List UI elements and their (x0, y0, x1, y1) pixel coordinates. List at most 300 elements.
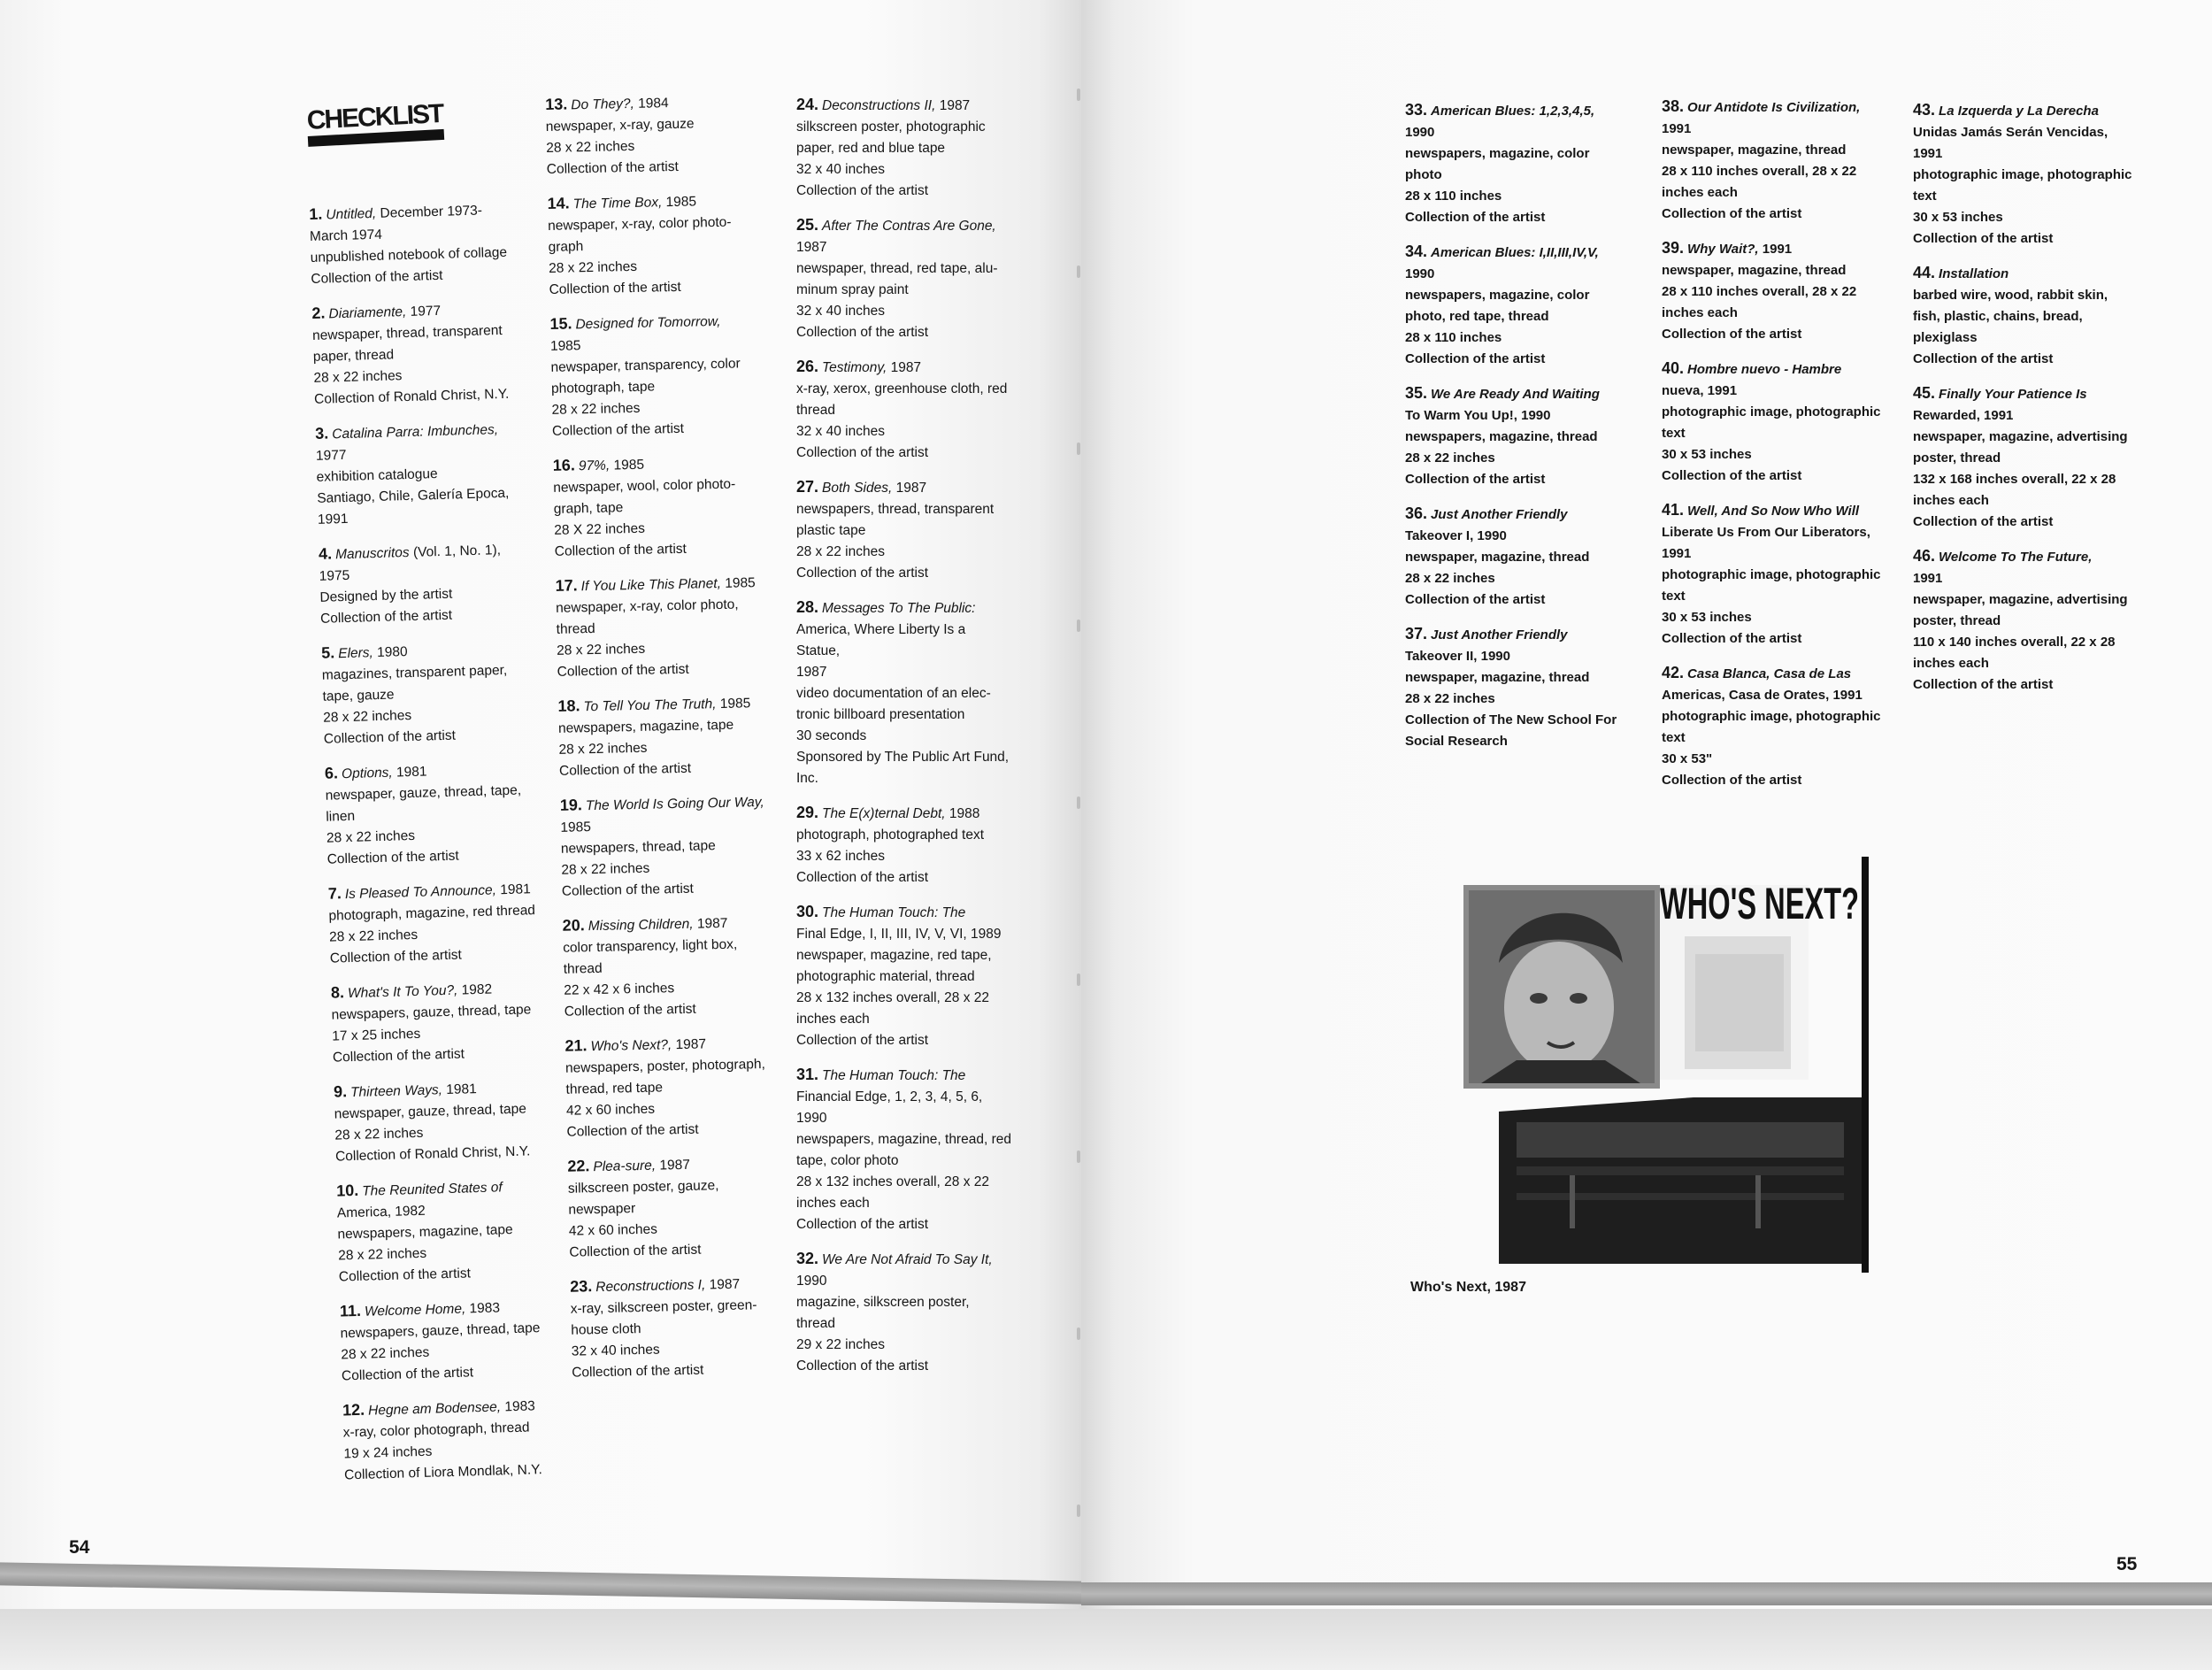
page-number-right: 55 (2116, 1554, 2138, 1574)
checklist-entry (549, 308, 791, 443)
entry-detail-line: text (1662, 426, 1686, 441)
entry-detail-line: 28 x 22 inches (558, 740, 648, 758)
entry-detail-line: 132 x 168 inches overall, 22 x 28 (1913, 472, 2116, 487)
entry-number: 26. (796, 358, 819, 375)
entry-year: (Vol. 1, No. 1), (409, 543, 502, 560)
checklist-entry (331, 975, 572, 1069)
entry-detail-line: Santiago, Chile, Galería Epoca, (317, 485, 510, 506)
entry-detail-line: 1990 (1405, 266, 1435, 281)
entry-detail-line: nueva, 1991 (1662, 383, 1738, 398)
entry-detail-line: newspaper, x-ray, gauze (545, 116, 695, 135)
entry-year: 1983 (500, 1398, 536, 1415)
entry-detail-line: newspaper, gauze, thread, tape (334, 1101, 527, 1122)
entry-detail-line: To Warm You Up!, 1990 (1405, 408, 1551, 423)
entry-detail-line: Collection of the artist (1405, 351, 1546, 366)
entry-detail-line: Designed by the artist (319, 586, 453, 605)
entry-heading (1662, 358, 1909, 381)
entry-number: 22. (567, 1157, 590, 1175)
entry-detail-line: Collection of the artist (546, 158, 679, 177)
entry-heading (1913, 99, 2152, 122)
entry-detail-line: inches each (1662, 185, 1738, 200)
entry-detail-line: 19 x 24 inches (343, 1443, 433, 1462)
entry-number: 6. (324, 764, 339, 782)
entry-detail-line: Collection of the artist (551, 420, 685, 439)
entry-number: 36. (1405, 504, 1428, 522)
entry-detail-line: 1991 (1913, 146, 1943, 161)
entry-detail-line: house cloth (571, 1321, 641, 1338)
entry-number: 17. (555, 576, 578, 595)
entry-title: Is Pleased To Announce, (344, 882, 497, 903)
entry-number: 38. (1662, 97, 1685, 115)
entry-number: 2. (311, 304, 326, 322)
checklist-entry (1913, 99, 2152, 250)
entry-year: 1987 (672, 1036, 707, 1053)
entry-title: Finally Your Patience Is (1939, 387, 2087, 402)
entry-year: 1985 (610, 457, 645, 473)
checklist-entry (796, 901, 1044, 1051)
entry-number: 21. (565, 1036, 588, 1055)
entry-title: The Human Touch: The (822, 905, 966, 920)
entry-detail-line: tape, gauze (322, 687, 395, 704)
entry-number: 39. (1662, 239, 1685, 257)
checklist-column-3 (796, 94, 1044, 1389)
entry-detail-line: 42 x 60 inches (565, 1101, 656, 1119)
entry-detail-line: Collection of the artist (1405, 592, 1546, 607)
entry-detail-line: Collection of the artist (319, 607, 453, 627)
entry-detail-line: 1977 (315, 447, 347, 464)
checklist-entry (796, 1248, 1044, 1377)
entry-year: 1982 (457, 981, 493, 998)
entry-heading (796, 901, 1044, 924)
entry-year: 1977 (406, 303, 442, 319)
entry-year: 1987 (655, 1157, 691, 1174)
entry-detail-line: 28 x 110 inches (1405, 189, 1502, 204)
entry-detail-line: 28 x 22 inches (334, 1125, 424, 1143)
checklist-entry (311, 296, 553, 410)
checklist-entry (1662, 499, 1909, 650)
entry-detail-line: thread (796, 1316, 835, 1331)
entry-detail-line: newspaper, magazine, advertising (1913, 429, 2128, 444)
entry-detail-line: Collection of the artist (796, 325, 929, 340)
entry-detail-line: video documentation of an elec- (796, 686, 991, 701)
entry-detail-line: newspaper, magazine, thread (1662, 263, 1847, 278)
entry-detail-line: newspaper, x-ray, color photo, (556, 596, 739, 616)
entry-heading (1405, 503, 1653, 526)
entry-number: 28. (796, 598, 819, 616)
entry-detail-line: 28 x 22 inches (313, 368, 403, 386)
entry-detail-line: newspapers, magazine, color (1405, 146, 1590, 161)
entry-detail-line: Collection of the artist (1913, 351, 2054, 366)
entry-number: 9. (333, 1082, 348, 1101)
checklist-entry (340, 1294, 581, 1388)
checklist-entry (560, 789, 801, 903)
entry-detail-line: Rewarded, 1991 (1913, 408, 2014, 423)
entry-year: 1985 (720, 575, 756, 591)
entry-year: 1981 (392, 764, 427, 781)
entry-title: Missing Children, (588, 916, 694, 935)
checklist-entry (567, 1151, 808, 1264)
checklist-column-6 (1913, 99, 2152, 708)
checklist-entry (562, 910, 803, 1023)
entry-title: Messages To The Public: (822, 601, 976, 616)
entry-detail-line: Collection of the artist (569, 1242, 702, 1260)
checklist-entry (545, 89, 786, 181)
entry-detail-line: Collection of the artist (326, 848, 459, 867)
checklist-entry (796, 94, 1044, 202)
entry-number: 24. (796, 96, 819, 113)
entry-title: Our Antidote Is Civilization, (1687, 100, 1861, 115)
entry-detail-line: Collection of the artist (341, 1365, 474, 1384)
entry-detail-line: 28 x 22 inches (546, 138, 635, 156)
entry-detail-line: newspapers, magazine, thread (1405, 429, 1598, 444)
entry-number: 42. (1662, 664, 1685, 681)
entry-detail-line: 28 x 22 inches (548, 258, 638, 276)
entry-detail-line: 28 x 22 inches (341, 1344, 430, 1363)
entry-detail-line: graph, tape (553, 500, 624, 517)
entry-title: Welcome To The Future, (1939, 550, 2093, 565)
checklist-entry (327, 876, 569, 970)
entry-title: Catalina Parra: Imbunches, (332, 422, 499, 443)
entry-detail-line: photographic material, thread (796, 969, 975, 984)
entry-heading (1913, 382, 2152, 405)
entry-detail-line: 28 x 22 inches (551, 400, 641, 418)
entry-year: 1991 (1758, 242, 1793, 257)
entry-detail-line: 30 seconds (796, 728, 867, 743)
entry-title: Just Another Friendly (1431, 627, 1568, 643)
entry-number: 45. (1913, 384, 1936, 402)
entry-heading (1405, 99, 1653, 122)
checklist-entry (547, 188, 787, 301)
entry-number: 34. (1405, 242, 1428, 260)
entry-heading (796, 1064, 1044, 1087)
entry-detail-line: 17 x 25 inches (332, 1026, 421, 1044)
checklist-entry (1405, 503, 1653, 611)
entry-detail-line: 1990 (796, 1111, 827, 1126)
entry-title: American Blues: I,II,III,IV,V, (1431, 245, 1599, 260)
entry-number: 33. (1405, 101, 1428, 119)
entry-detail-line: newspaper, transparency, color (550, 356, 741, 375)
entry-detail-line: fish, plastic, chains, bread, (1913, 309, 2083, 324)
entry-detail-line: 28 x 110 inches (1405, 330, 1502, 345)
entry-year: 1987 (887, 360, 922, 375)
entry-year: 1985 (662, 194, 697, 211)
entry-detail-line: Collection of the artist (329, 947, 463, 966)
entry-detail-line: x-ray, xerox, greenhouse cloth, red (796, 381, 1008, 396)
entry-detail-line: 22 x 42 x 6 inches (564, 981, 675, 998)
entry-detail-line: 1975 (319, 567, 350, 584)
entry-detail-line: newspapers, magazine, tape (337, 1222, 513, 1243)
entry-number: 32. (796, 1250, 819, 1267)
entry-number: 12. (342, 1400, 365, 1420)
entry-detail-line: Collection of the artist (566, 1121, 699, 1140)
entry-title: Designed for Tomorrow, (575, 313, 721, 333)
entry-detail-line: Americas, Casa de Orates, 1991 (1662, 688, 1863, 703)
entry-detail-line: Takeover I, 1990 (1405, 528, 1507, 543)
entry-detail-line: color transparency, light box, (563, 936, 738, 956)
entry-year: 1984 (634, 96, 669, 112)
entry-heading (796, 356, 1044, 379)
entry-detail-line: Statue, (796, 643, 841, 658)
entry-number: 35. (1405, 384, 1428, 402)
entry-title: Just Another Friendly (1431, 507, 1568, 522)
entry-detail-line: 1991 (1662, 121, 1692, 136)
entry-detail-line: 28 x 132 inches overall, 28 x 22 (796, 990, 989, 1005)
entry-detail-line: poster, thread (1913, 450, 2001, 466)
entry-number: 7. (327, 884, 342, 903)
entry-detail-line: Collection of the artist (796, 1033, 929, 1048)
entry-detail-line: 29 x 22 inches (796, 1337, 885, 1352)
entry-number: 44. (1913, 264, 1936, 281)
entry-number: 30. (796, 903, 819, 920)
entry-detail-line: 28 x 22 inches (557, 641, 646, 658)
entry-detail-line: newspaper, gauze, thread, tape, (325, 782, 522, 804)
entry-detail-line: paper, red and blue tape (796, 141, 946, 156)
entry-detail-line: photographic image, photographic (1662, 709, 1881, 724)
entry-year: 1980 (373, 644, 408, 661)
entry-detail-line: 28 x 22 inches (561, 860, 650, 878)
entry-detail-line: inches each (796, 1196, 870, 1211)
entry-detail-line: Collection of the artist (1405, 472, 1546, 487)
checklist-entry (1913, 262, 2152, 370)
entry-detail-line: 28 x 22 inches (328, 927, 419, 945)
checklist-entry (570, 1271, 810, 1384)
entry-detail-line: 28 x 22 inches (796, 544, 885, 559)
entry-heading (1405, 623, 1653, 646)
entry-detail-line: plastic tape (796, 523, 866, 538)
entry-heading (796, 94, 1044, 117)
entry-detail-line: Collection of the artist (1662, 773, 1802, 788)
entry-detail-line: Collection of the artist (1662, 468, 1802, 483)
entry-title: Who's Next?, (590, 1037, 672, 1055)
entry-year: 1981 (442, 1081, 478, 1098)
entry-detail-line: newspaper, magazine, advertising (1913, 592, 2128, 607)
checklist-entry (321, 635, 563, 750)
checklist-entry (1662, 237, 1909, 345)
entry-heading (1913, 262, 2152, 285)
entry-heading (796, 1248, 1044, 1271)
entry-detail-line: Final Edge, I, II, III, IV, V, VI, 1989 (796, 927, 1002, 942)
entry-detail-line: thread, red tape (565, 1080, 664, 1097)
entry-title: Manuscritos (334, 544, 410, 563)
entry-detail-line: 1990 (1405, 125, 1435, 140)
entry-detail-line: Collection of the artist (796, 183, 929, 198)
entry-detail-line: newspapers, gauze, thread, tape (340, 1320, 541, 1342)
entry-detail-line: photographic image, photographic (1662, 567, 1881, 582)
entry-detail-line: Financial Edge, 1, 2, 3, 4, 5, 6, (796, 1089, 983, 1104)
entry-title: Do They?, (571, 96, 634, 113)
left-page (0, 0, 1081, 1670)
entry-detail-line: Collection of Ronald Christ, N.Y. (313, 386, 510, 407)
page-underside (0, 1609, 2212, 1670)
entry-detail-line: Collection of the artist (1913, 514, 2054, 529)
checklist-heading: CHECKLIST (306, 99, 444, 146)
entry-detail-line: March 1974 (309, 227, 383, 244)
entry-detail-line: newspapers, magazine, tape (557, 717, 734, 736)
checklist-column-2 (545, 89, 811, 1396)
checklist-entry (796, 214, 1044, 343)
entry-title: What's It To You?, (347, 982, 458, 1002)
checklist-entry (1913, 545, 2152, 696)
entry-heading (1662, 96, 1909, 119)
checklist-entry (557, 690, 798, 782)
entry-detail-line: silkscreen poster, photographic (796, 119, 986, 135)
checklist-entry (796, 802, 1044, 889)
entry-detail-line: Unidas Jamás Serán Vencidas, (1913, 125, 2108, 140)
entry-detail-line: photograph, photographed text (796, 827, 985, 843)
entry-detail-line: Collection of the artist (564, 1001, 696, 1020)
checklist-entry (334, 1074, 575, 1168)
entry-title: La Izquerda y La Derecha (1939, 104, 2099, 119)
checklist-entry (796, 476, 1044, 584)
entry-year: 1987 (892, 481, 927, 496)
entry-number: 25. (796, 216, 819, 234)
entry-number: 29. (796, 804, 819, 821)
entry-detail-line: 1991 (1662, 546, 1692, 561)
entry-detail-line: Collection of the artist (1913, 231, 2054, 246)
entry-detail-line: newspaper (568, 1201, 636, 1218)
entry-title: After The Contras Are Gone, (822, 219, 996, 234)
checklist-entry (315, 416, 557, 530)
entry-detail-line: America, 1982 (336, 1203, 426, 1221)
entry-detail-line: barbed wire, wood, rabbit skin, (1913, 288, 2108, 303)
entry-title: Options, (341, 765, 393, 782)
checklist-entry (1662, 358, 1909, 487)
entry-title: Reconstructions I, (595, 1277, 706, 1296)
entry-heading (796, 476, 1044, 499)
entry-detail-line: Collection of the artist (557, 661, 689, 680)
entry-detail-line: 1987 (796, 240, 827, 255)
entry-detail-line: 28 x 22 inches (1405, 691, 1495, 706)
entry-detail-line: 32 x 40 inches (571, 1342, 660, 1359)
entry-detail-line: inches each (1662, 305, 1738, 320)
entry-detail-line: newspapers, thread, transparent (796, 502, 995, 517)
entry-year: 1988 (945, 806, 980, 821)
entry-detail-line: newspapers, thread, tape (560, 838, 716, 857)
checklist-entry (553, 450, 794, 563)
entry-detail-line: 1990 (796, 1274, 827, 1289)
checklist-entry (555, 570, 795, 683)
checklist-entry (1913, 382, 2152, 533)
entry-year: 1983 (465, 1300, 501, 1317)
entry-number: 16. (552, 456, 576, 474)
entry-detail-line: inches each (796, 1012, 870, 1027)
entry-number: 3. (314, 424, 329, 443)
entry-detail-line: newspapers, gauze, thread, tape (331, 1002, 532, 1023)
entry-detail-line: newspaper, magazine, red tape, (796, 948, 992, 963)
entry-title: The Time Box, (572, 195, 663, 212)
page-edge-band-right (1081, 1582, 2212, 1605)
checklist-entry (796, 356, 1044, 464)
entry-detail-line: Collection of the artist (338, 1266, 472, 1285)
entry-detail-line: 28 x 22 inches (326, 827, 416, 846)
entry-number: 1. (309, 204, 323, 223)
entry-title: The Human Touch: The (822, 1068, 966, 1083)
checklist-column-1 (309, 196, 584, 1498)
right-page (1081, 0, 2212, 1670)
entry-number: 14. (547, 194, 570, 212)
entry-detail-line: Collection of the artist (1662, 206, 1802, 221)
entry-heading (796, 802, 1044, 825)
entry-detail-line: 32 x 40 inches (796, 304, 885, 319)
entry-number: 37. (1405, 625, 1428, 643)
entry-detail-line: newspapers, magazine, color (1405, 288, 1590, 303)
entry-title: Diariamente, (328, 304, 407, 322)
entry-year: 1987 (935, 98, 971, 113)
entry-title: Testimony, (822, 360, 887, 375)
entry-detail-line: Collection of the artist (1913, 677, 2054, 692)
checklist-column-5 (1662, 96, 1909, 804)
entry-detail-line: x-ray, color photograph, thread (342, 1420, 530, 1441)
entry-title: Welcome Home, (364, 1301, 466, 1320)
entry-detail-line: photograph, tape (550, 379, 656, 396)
artwork-caption: Who's Next, 1987 (1410, 1280, 1526, 1295)
entry-detail-line: Social Research (1405, 734, 1508, 749)
entry-number: 5. (320, 643, 335, 662)
entry-detail-line: Collection of the artist (796, 445, 929, 460)
entry-detail-line: 28 x 110 inches overall, 28 x 22 (1662, 284, 1857, 299)
entry-title: If You Like This Planet, (580, 575, 722, 595)
entry-detail-line: minum spray paint (796, 282, 909, 297)
entry-detail-line: 42 x 60 inches (568, 1221, 658, 1239)
entry-number: 31. (796, 1066, 819, 1083)
entry-title: Installation (1939, 266, 2009, 281)
checklist-entry (1405, 382, 1653, 490)
checklist-column-4 (1405, 99, 1653, 765)
entry-number: 19. (559, 796, 583, 814)
entry-detail-line: 30 x 53 inches (1662, 610, 1752, 625)
entry-detail-line: tronic billboard presentation (796, 707, 965, 722)
entry-number: 20. (562, 916, 585, 935)
entry-detail-line: Liberate Us From Our Liberators, (1662, 525, 1870, 540)
checklist-entry (342, 1393, 584, 1487)
entry-detail-line: newspaper, magazine, thread (1662, 142, 1847, 158)
entry-detail-line: Collection of Liora Mondlak, N.Y. (343, 1462, 543, 1483)
entry-detail-line: America, Where Liberty Is a (796, 622, 966, 637)
entry-detail-line: paper, thread (312, 347, 395, 365)
entry-title: We Are Not Afraid To Say It, (822, 1252, 993, 1267)
entry-heading (1662, 499, 1909, 522)
entry-detail-line: Sponsored by The Public Art Fund, (796, 750, 1010, 765)
entry-detail-line: inches each (1913, 656, 1989, 671)
entry-title: Untitled, (326, 205, 377, 223)
entry-detail-line: Collection of the artist (796, 1358, 929, 1374)
entry-heading (1913, 545, 2152, 568)
entry-detail-line: Collection of Ronald Christ, N.Y. (334, 1143, 531, 1165)
entry-detail-line: text (1662, 730, 1686, 745)
checklist-entry (1662, 96, 1909, 225)
entry-detail-line: Takeover II, 1990 (1405, 649, 1510, 664)
checklist-entry (336, 1174, 578, 1288)
entry-detail-line: 1987 (796, 665, 827, 680)
entry-title: The E(x)ternal Debt, (822, 806, 946, 821)
entry-detail-line: Collection of the artist (332, 1046, 465, 1066)
entry-detail-line: 28 x 22 inches (1405, 571, 1495, 586)
entry-detail-line: Collection of the artist (572, 1362, 704, 1381)
checklist-entry (1405, 99, 1653, 228)
entry-detail-line: Collection of the artist (796, 870, 929, 885)
entry-heading (1405, 382, 1653, 405)
entry-detail-line: 1985 (560, 820, 592, 835)
entry-title: Both Sides, (822, 481, 893, 496)
entry-detail-line: Collection of the artist (561, 881, 695, 899)
entry-detail-line: 1985 (549, 338, 581, 354)
entry-detail-line: newspaper, thread, red tape, alu- (796, 261, 998, 276)
entry-detail-line: photographic image, photographic (1662, 404, 1881, 419)
entry-title: The Reunited States of (361, 1180, 503, 1199)
entry-title: Hegne am Bodensee, (367, 1399, 502, 1419)
entry-number: 46. (1913, 547, 1936, 565)
artwork-photo (1463, 857, 1870, 1273)
